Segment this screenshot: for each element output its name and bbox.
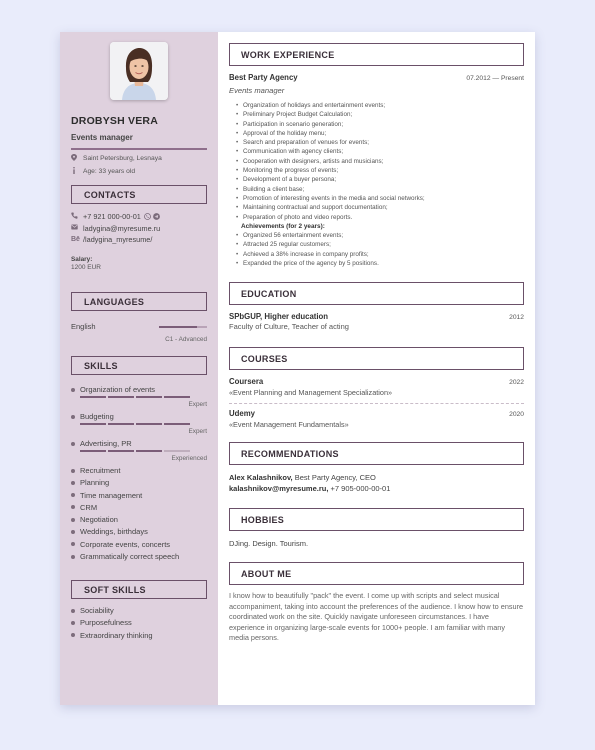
bullet-dot [71,518,75,522]
location-pin-icon [71,154,83,163]
behance-icon: Bē [71,236,80,243]
duty-item: • Participation in scenario generation; [243,120,524,129]
hobbies-text: DJing. Design. Tourism. [229,539,309,549]
course-name: «Event Planning and Management Specialization» [229,388,393,398]
languages-heading: LANGUAGES [71,292,207,311]
duty-item: • Cooperation with designers, artists and musicians; [243,157,524,166]
candidate-title: Events manager [71,133,207,150]
achievement-item: • Attracted 25 regular customers; [243,240,524,249]
mail-icon [71,224,83,232]
rated-skill-item [71,385,207,408]
salary-label: Salary: [71,256,93,263]
course-item [229,409,524,429]
recommender-role: Best Party Agency, CEO [292,473,376,483]
education-detail: Faculty of Culture, Teacher of acting [229,322,349,332]
duty-item: • Approval of the holiday menu; [243,129,524,138]
bullet-dot [71,415,75,419]
bullet-dot [71,621,75,625]
duty-item: • Monitoring the progress of events; [243,166,524,175]
location-row [71,154,207,163]
course-header [229,377,524,386]
skill-level-label: Expert [188,428,207,435]
skill-level-segment [136,450,162,452]
recommender-name: Alex Kalashnikov, [229,473,293,483]
course-provider: Udemy [229,409,255,419]
rated-skills-list [71,385,207,462]
skills-heading: SKILLS [71,356,207,375]
language-name: English [71,322,96,331]
recommender-phone[interactable]: +7 905-000-00-01 [328,484,391,494]
skill-label: Grammatically correct speech [80,552,180,562]
achievement-item: • Expanded the price of the agency by 5 positions. [243,259,524,268]
skill-item [71,515,207,524]
skill-level-segment [164,423,190,425]
language-item [71,322,207,331]
education-year: 2012 [509,314,524,322]
course-provider: Coursera [229,377,264,387]
skill-level-segment [80,450,106,452]
courses-heading: COURSES [229,347,524,370]
skill-label: Budgeting [80,412,114,421]
skill-level-segment [136,423,162,425]
soft-skill-label: Sociability [80,606,114,616]
rated-skill-item [71,439,207,462]
duty-item: • Maintaining contractual and support documentation; [243,203,524,212]
skill-level-label: Expert [188,401,207,408]
skill-label: Corporate events, concerts [80,539,171,549]
candidate-name: DROBYSH VERA [71,115,158,127]
soft-skill-item [71,606,207,615]
age-row [71,167,207,176]
education-institution: SPbGUP, Higher education [229,312,329,322]
achievements-title: Achievements (for 2 years): [241,222,325,230]
work-experience-heading: WORK EXPERIENCE [229,43,524,66]
skill-label: Weddings, birthdays [80,527,148,537]
email-row [71,224,207,233]
duty-item: • Preliminary Project Budget Calculation; [243,110,524,119]
course-year: 2022 [509,379,524,387]
phone-row [71,212,207,221]
recommendations-heading: RECOMMENDATIONS [229,442,524,465]
bullet-dot [71,493,75,497]
location-text: Saint Petersburg, Lesnaya [83,155,162,162]
hobbies-heading: HOBBIES [229,508,524,531]
behance-row [71,235,207,244]
soft-skill-label: Purposefulness [80,618,132,628]
bullet-dot [71,469,75,473]
bullet-dot [71,633,75,637]
skill-label: Advertising, PR [80,439,132,448]
skill-label: Time management [80,490,143,500]
course-divider [229,403,524,404]
achievement-item: • Organized 56 entertainment events; [243,231,524,240]
skill-name [71,412,207,421]
skill-item [71,466,207,475]
work-position: Events manager [229,86,285,95]
skill-level-bar [80,423,207,425]
skill-item [71,503,207,512]
skill-item [71,478,207,487]
skill-item [71,527,207,536]
sidebar [60,32,218,705]
bullet-dot [71,388,75,392]
skill-item [71,540,207,549]
skill-item [71,491,207,500]
skill-label: Planning [80,478,110,488]
rated-skill-item [71,412,207,435]
bullet-dot [71,505,75,509]
work-company: Best Party Agency [229,73,298,82]
profile-photo [110,42,168,100]
resume-page [60,32,535,705]
behance-text[interactable]: /ladygina_myresume/ [83,235,153,244]
duty-item: • Building a client base; [243,185,524,194]
skill-level-segment [108,450,134,452]
bullet-dot [71,609,75,613]
duty-item: • Search and preparation of venues for events; [243,138,524,147]
skill-name [71,385,207,394]
soft-skill-item [71,631,207,640]
main-column [218,32,535,705]
skill-level-segment [108,423,134,425]
bullet-dot [71,481,75,485]
recommendation-contact [229,484,524,493]
duty-item: • Communication with agency clients; [243,147,524,156]
salary-value: 1200 EUR [71,264,101,271]
info-icon [71,167,83,176]
soft-skill-label: Extraordinary thinking [80,630,153,640]
recommender-email[interactable]: kalashnikov@myresume.ru, [229,484,329,494]
duty-item: • Preparation of photo and video reports. [243,213,524,222]
phone-icon [71,212,83,221]
bullet-dot [71,442,75,446]
skill-label: CRM [80,502,98,512]
bullet-dot [71,530,75,534]
skill-level-label: Experienced [171,455,207,462]
soft-skills-list [71,606,207,640]
achievement-item: • Achieved a 38% increase in company profits; [243,250,524,259]
skill-level-segment [80,423,106,425]
duty-item: • Organization of holidays and entertainment events; [243,101,524,110]
achievements-list [229,231,524,268]
contacts-heading: CONTACTS [71,185,207,204]
soft-skills-heading: SOFT SKILLS [71,580,207,599]
recommendation-person [229,473,524,482]
skill-label: Negotiation [80,515,118,525]
skill-level-segment [108,396,134,398]
whatsapp-icon[interactable] [144,213,151,220]
course-item [229,377,524,397]
about-text: I know how to beautifully "pack" the event. I come up with scripts and select musical accompaniment, taking into account the preferences of the audience. I know how to ensure coordinated work on the site. Quickly navigate unforeseen circumstances. I have experience in organizing large-scale events for 1000+ people. I am familiar with many media persons. [229,591,524,642]
work-header [229,73,524,82]
skill-level-segment [164,450,190,452]
salary-block [71,256,207,271]
skill-level-bar [80,396,207,398]
skill-item [71,552,207,561]
skill-label: Organization of events [80,385,156,394]
email-text[interactable]: ladygina@myresume.ru [83,223,161,233]
language-level-bar [159,326,207,328]
language-level-fill [159,326,197,328]
bullet-dot [71,542,75,546]
course-name: «Event Management Fundamentals» [229,420,349,430]
course-header [229,409,524,418]
work-duties-list [229,101,524,222]
plain-skills-list [71,466,207,561]
duty-item: • Promotion of interesting events in the media and social networks; [243,194,524,203]
duty-item: • Development of a buyer persona; [243,175,524,184]
skill-label: Recruitment [80,466,121,475]
skill-level-bar [80,450,207,452]
about-heading: ABOUT ME [229,562,524,585]
work-dates: 07.2012 — Present [466,75,524,82]
education-header [229,312,524,321]
skill-name [71,439,207,448]
language-level: C1 - Advanced [165,336,207,343]
phone-text[interactable]: +7 921 000-00-01 [83,212,141,221]
bullet-dot [71,555,75,559]
education-heading: EDUCATION [229,282,524,305]
skill-level-segment [136,396,162,398]
soft-skill-item [71,618,207,627]
telegram-icon[interactable] [153,213,160,220]
course-year: 2020 [509,411,524,419]
age-text: Age: 33 years old [83,168,136,175]
skill-level-segment [80,396,106,398]
skill-level-segment [164,396,190,398]
